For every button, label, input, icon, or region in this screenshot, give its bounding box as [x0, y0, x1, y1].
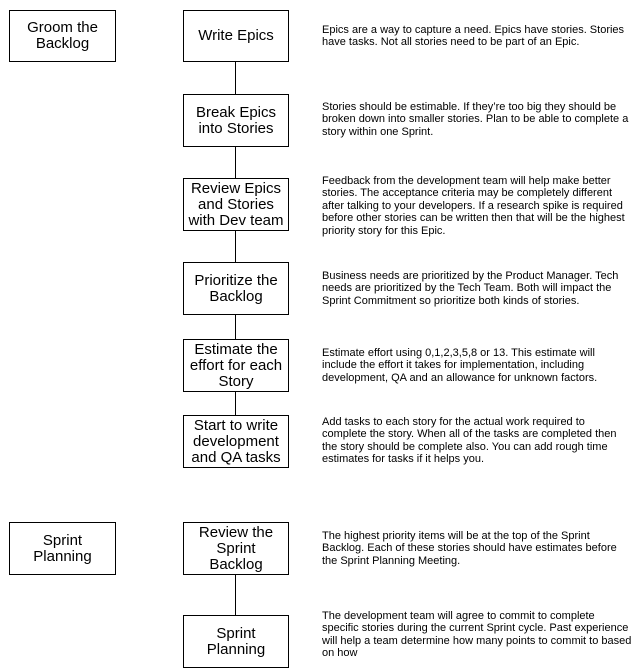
- step-label: Prioritize the Backlog: [194, 271, 278, 305]
- step-label: Review Epics and Stories with Dev team: [188, 179, 284, 229]
- step-note: Epics are a way to capture a need. Epics have stories. Stories have tasks. Not all stories need to be part of an Epic.: [322, 24, 625, 49]
- step-label: Estimate the effort for each Story: [189, 340, 283, 390]
- step-note: The development team will agree to commit to complete specific stories during the current Sprint cycle. Past experience will help a team determine how many points to commit to based on how: [322, 610, 632, 660]
- phase-sprint-planning: [9, 522, 116, 575]
- phase-label: Sprint Planning: [33, 531, 92, 565]
- step-review-sprint-backlog: [183, 522, 289, 575]
- step-sprint-planning: [183, 615, 289, 668]
- step-break-epics: [183, 94, 289, 147]
- step-note: Add tasks to each story for the actual work required to complete the story. When all of the tasks are completed then the story should be complete also. You can add rough time estimates for tasks if it helps you.: [322, 416, 617, 466]
- step-label: Review the Sprint Backlog: [198, 523, 274, 573]
- step-note: The highest priority items will be at the top of the Sprint Backlog. Each of these stories should have estimates before the Sprint Planning Meeting.: [322, 530, 617, 567]
- step-label: Write Epics: [198, 27, 274, 44]
- phase-groom-backlog: [9, 10, 116, 62]
- connector-line: [235, 230, 236, 262]
- step-write-tasks: [183, 415, 289, 468]
- connector-line: [235, 391, 236, 415]
- step-note: Stories should be estimable. If they’re too big they should be broken down into smaller stories. Plan to be able to complete a story within one Sprint.: [322, 101, 629, 138]
- step-label: Sprint Planning: [206, 624, 266, 658]
- step-note: Business needs are prioritized by the Product Manager. Tech needs are prioritized by the Tech Team. Both will impact the Sprint Commitment so prioritize both kinds of stories.: [322, 270, 619, 307]
- connector-line: [235, 146, 236, 178]
- step-prioritize-backlog: [183, 262, 289, 315]
- step-note: Estimate effort using 0,1,2,3,5,8 or 13. This estimate will include the effort it takes for implementation, including development, QA and an allowance for unknown factors.: [322, 347, 598, 384]
- connector-line: [235, 61, 236, 94]
- step-label: Start to write development and QA tasks: [191, 416, 281, 466]
- connector-line: [235, 575, 236, 615]
- step-label: Break Epics into Stories: [195, 103, 277, 137]
- phase-label: Groom the Backlog: [27, 19, 98, 52]
- step-write-epics: [183, 10, 289, 62]
- step-note: Feedback from the development team will help make better stories. The acceptance criteria may be completely different after talking to your developers. If a research spike is required before other stories can be written then that will be the highest priority story for this Epic.: [322, 175, 625, 237]
- step-estimate-effort: [183, 339, 289, 392]
- step-review-epics: [183, 178, 289, 231]
- connector-line: [235, 314, 236, 339]
